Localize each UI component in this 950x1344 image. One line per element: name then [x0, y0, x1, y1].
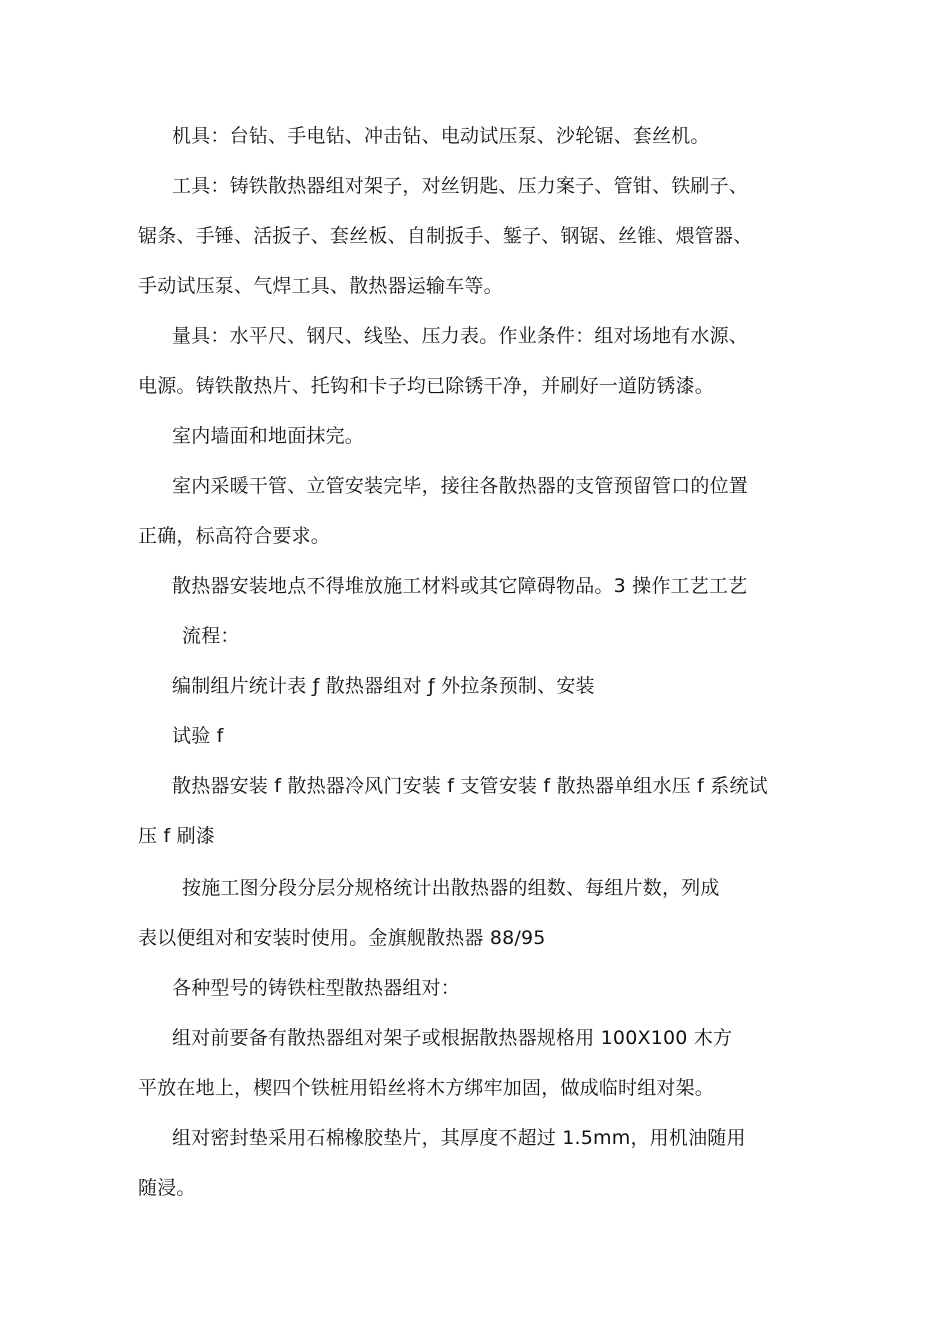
text-line: 试验 f	[172, 725, 224, 747]
text-line: 组对前要备有散热器组对架子或根据散热器规格用 100X100 木方	[172, 1027, 733, 1049]
text-line: 各种型号的铸铁柱型散热器组对：	[172, 977, 461, 999]
text-line: 室内采暖干管、立管安装完毕，接往各散热器的支管预留管口的位置	[172, 475, 749, 497]
text-line: 量具：水平尺、钢尺、线坠、压力表。作业条件：组对场地有水源、	[172, 325, 749, 347]
text-line: 机具：台钻、手电钻、冲击钻、电动试压泵、沙轮锯、套丝机。	[172, 125, 710, 147]
text-line: 表以便组对和安装时使用。金旗舰散热器 88/95	[138, 927, 546, 949]
text-line: 室内墙面和地面抹完。	[172, 425, 365, 447]
text-line: 正确，标高符合要求。	[138, 525, 331, 547]
text-line: 编制组片统计表 ƒ 散热器组对 ƒ 外拉条预制、安装	[172, 675, 595, 697]
text-line: 散热器安装 f 散热器冷风门安装 f 支管安装 f 散热器单组水压 f 系统试	[172, 775, 768, 797]
text-line: 锯条、手锤、活扳子、套丝板、自制扳手、錾子、钢锯、丝锥、煨管器、	[138, 225, 753, 247]
text-line: 压 f 刷漆	[138, 825, 215, 847]
text-line: 组对密封垫采用石棉橡胶垫片，其厚度不超过 1.5mm，用机油随用	[172, 1127, 746, 1149]
text-line: 流程：	[182, 625, 240, 647]
text-line: 手动试压泵、气焊工具、散热器运输车等。	[138, 275, 503, 297]
text-line: 工具：铸铁散热器组对架子，对丝钥匙、压力案子、管钳、铁刷子、	[172, 175, 749, 197]
text-line: 随浸。	[138, 1177, 196, 1199]
text-line: 电源。铸铁散热片、托钩和卡子均已除锈干净，并刷好一道防锈漆。	[138, 375, 715, 397]
text-line: 按施工图分段分层分规格统计出散热器的组数、每组片数，列成	[182, 877, 720, 899]
text-line: 散热器安装地点不得堆放施工材料或其它障碍物品。3 操作工艺工艺	[172, 575, 748, 597]
text-line: 平放在地上，楔四个铁桩用铅丝将木方绑牢加固，做成临时组对架。	[138, 1077, 715, 1099]
